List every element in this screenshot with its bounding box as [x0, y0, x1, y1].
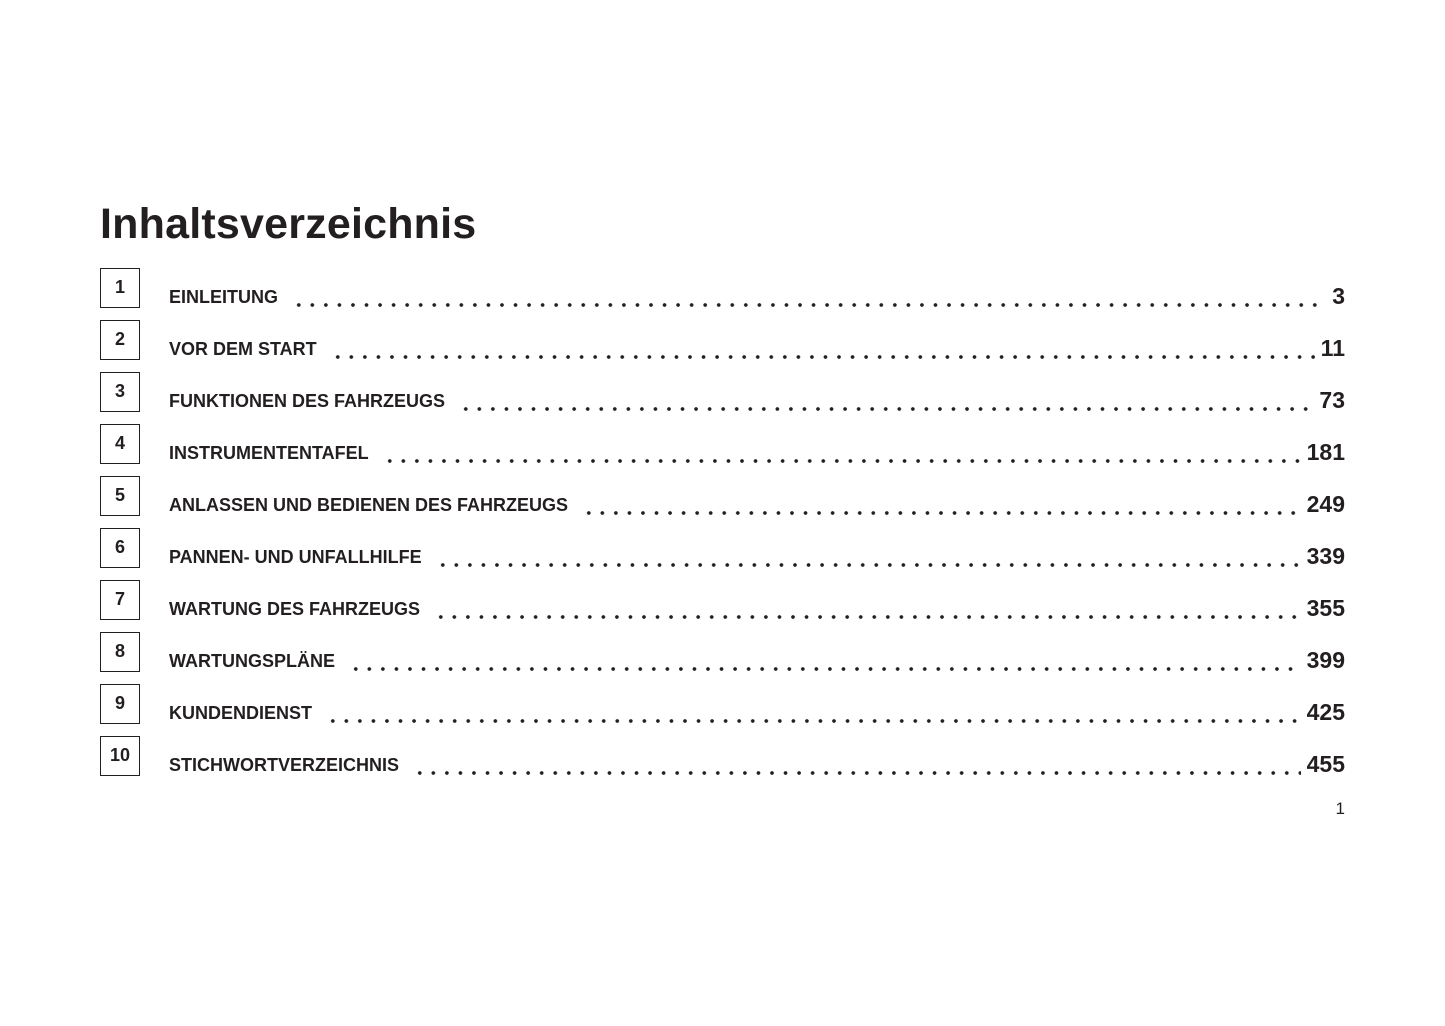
dot-leader: [434, 599, 1301, 621]
toc-row: [100, 684, 1345, 736]
toc-entry-page: 181: [1306, 439, 1345, 465]
toc-entry-link[interactable]: [169, 333, 1345, 361]
chapter-number-box: 4: [100, 424, 140, 464]
dot-leader: [436, 547, 1301, 569]
toc-row: [100, 528, 1345, 580]
toc-row: [100, 476, 1345, 528]
toc-entry-title: PANNEN- UND UNFALLHILFE: [169, 547, 422, 567]
toc-row: [100, 268, 1345, 320]
toc-entry-page: 355: [1306, 595, 1345, 621]
toc-row: [100, 424, 1345, 476]
chapter-number-box: 1: [100, 268, 140, 308]
toc-entry-link[interactable]: [169, 645, 1345, 673]
toc-entry-link[interactable]: [169, 749, 1345, 777]
toc-entry-page: 11: [1320, 335, 1345, 361]
table-of-contents: [100, 268, 1345, 788]
toc-entry-page: 455: [1306, 751, 1345, 777]
dot-leader: [413, 755, 1301, 777]
dot-leader: [331, 339, 1315, 361]
dot-leader: [459, 391, 1313, 413]
toc-entry-link[interactable]: [169, 697, 1345, 725]
toc-row: [100, 632, 1345, 684]
dot-leader: [326, 703, 1301, 725]
chapter-number-box: 2: [100, 320, 140, 360]
toc-entry-title: KUNDENDIENST: [169, 703, 313, 723]
chapter-number-box: 9: [100, 684, 140, 724]
toc-entry-title: EINLEITUNG: [169, 287, 279, 307]
toc-entry-page: 425: [1306, 699, 1345, 725]
chapter-number-box: 6: [100, 528, 140, 568]
toc-row: [100, 320, 1345, 372]
toc-row: [100, 736, 1345, 788]
page-title: Inhaltsverzeichnis: [100, 200, 477, 248]
toc-entry-title: STICHWORTVERZEICHNIS: [169, 755, 400, 775]
toc-entry-title: ANLASSEN UND BEDIENEN DES FAHRZEUGS: [169, 495, 569, 515]
toc-entry-page: 249: [1306, 491, 1345, 517]
chapter-number-box: 7: [100, 580, 140, 620]
toc-row: [100, 372, 1345, 424]
toc-entry-link[interactable]: [169, 437, 1345, 465]
toc-entry-page: 399: [1306, 647, 1345, 673]
toc-entry-link[interactable]: [169, 281, 1345, 309]
toc-entry-title: FUNKTIONEN DES FAHRZEUGS: [169, 391, 446, 411]
dot-leader: [292, 287, 1326, 309]
chapter-number-box: 5: [100, 476, 140, 516]
toc-entry-link[interactable]: [169, 541, 1345, 569]
dot-leader: [349, 651, 1301, 673]
chapter-number-box: 10: [100, 736, 140, 776]
toc-entry-title: VOR DEM START: [169, 339, 317, 359]
chapter-number-box: 8: [100, 632, 140, 672]
toc-entry-link[interactable]: [169, 385, 1345, 413]
page-number: 1: [1335, 799, 1345, 818]
chapter-number-box: 3: [100, 372, 140, 412]
dot-leader: [383, 443, 1301, 465]
dot-leader: [582, 495, 1301, 517]
toc-row: [100, 580, 1345, 632]
toc-entry-link[interactable]: [169, 593, 1345, 621]
toc-entry-title: WARTUNGSPLÄNE: [169, 651, 335, 671]
toc-entry-title: INSTRUMENTENTAFEL: [169, 443, 369, 463]
toc-entry-page: 3: [1332, 283, 1345, 309]
toc-entry-title: WARTUNG DES FAHRZEUGS: [169, 599, 421, 619]
toc-entry-page: 339: [1306, 543, 1345, 569]
toc-entry-page: 73: [1319, 387, 1345, 413]
toc-entry-link[interactable]: [169, 489, 1345, 517]
